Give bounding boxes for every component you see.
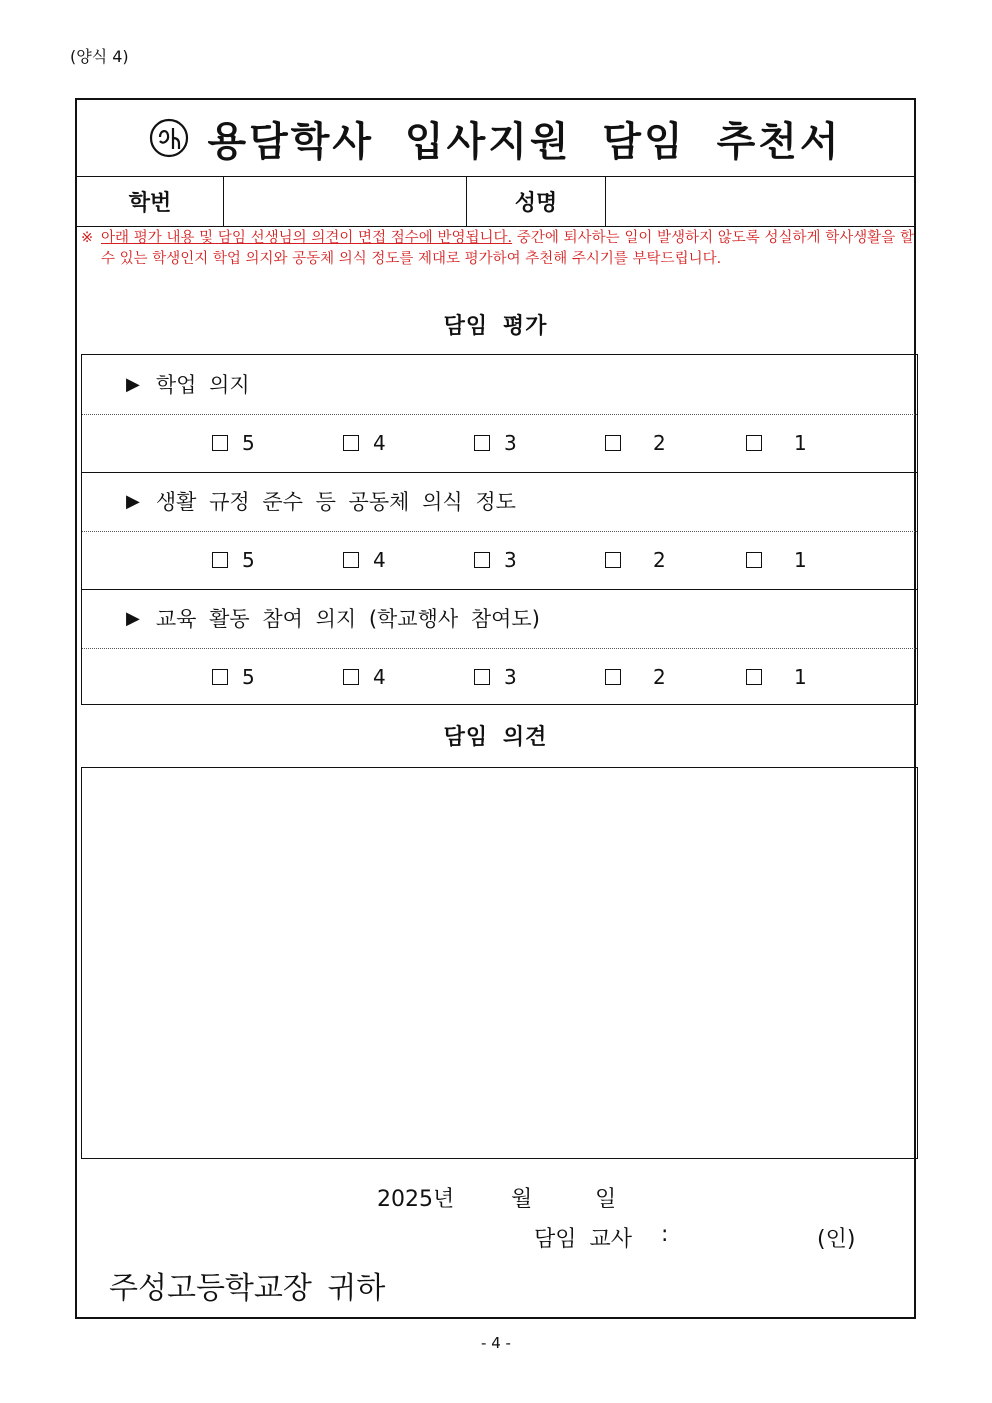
date-month: 월 xyxy=(511,1187,533,1212)
score-option[interactable] xyxy=(212,414,255,472)
criterion-label: 교육 활동 참여 의지 (학교행사 참여도) xyxy=(155,607,540,631)
form-label: (양식 4) xyxy=(70,47,129,66)
checkbox-icon[interactable] xyxy=(212,669,228,685)
school-emblem-icon xyxy=(149,118,189,158)
score-option[interactable] xyxy=(605,531,666,589)
score-label: 3 xyxy=(504,664,517,689)
score-label: 1 xyxy=(794,430,807,455)
score-option[interactable] xyxy=(474,531,517,589)
score-option[interactable] xyxy=(746,414,807,472)
page-number: - 4 - xyxy=(481,1334,511,1352)
score-label: 4 xyxy=(373,430,386,455)
checkbox-icon[interactable] xyxy=(343,669,359,685)
checkbox-icon[interactable] xyxy=(746,552,762,568)
checkbox-icon[interactable] xyxy=(474,435,490,451)
seal-mark: (인) xyxy=(817,1227,856,1252)
student-id-field[interactable] xyxy=(224,176,467,226)
checkbox-icon[interactable] xyxy=(343,435,359,451)
evaluation-heading: 담임 평가 xyxy=(443,314,548,339)
notice-mark: ※ xyxy=(81,230,94,246)
checkbox-icon[interactable] xyxy=(474,669,490,685)
score-option[interactable] xyxy=(212,531,255,589)
score-option[interactable] xyxy=(212,648,255,706)
score-options xyxy=(82,414,917,472)
checkbox-icon[interactable] xyxy=(343,552,359,568)
score-option[interactable] xyxy=(343,648,386,706)
score-option[interactable] xyxy=(746,648,807,706)
date-day: 일 xyxy=(595,1187,617,1212)
score-option[interactable] xyxy=(605,648,666,706)
triangle-right-icon: ▶ xyxy=(126,607,140,629)
criterion-row xyxy=(82,355,917,413)
checkbox-icon[interactable] xyxy=(605,435,621,451)
checkbox-icon[interactable] xyxy=(605,552,621,568)
checkbox-icon[interactable] xyxy=(474,552,490,568)
addressee: 주성고등학교장 귀하 xyxy=(109,1271,386,1306)
score-label: 5 xyxy=(242,547,255,572)
teacher-label: 담임 교사 xyxy=(534,1227,633,1252)
evaluation-table xyxy=(81,354,918,705)
criterion-row xyxy=(82,589,917,647)
score-label: 3 xyxy=(504,430,517,455)
score-option[interactable] xyxy=(474,414,517,472)
score-options xyxy=(82,648,917,706)
score-label: 4 xyxy=(373,664,386,689)
criterion-label: 학업 의지 xyxy=(155,373,250,397)
score-label: 1 xyxy=(794,547,807,572)
triangle-right-icon: ▶ xyxy=(126,373,140,395)
notice-rest: 중간에 퇴사하는 일이 발생하지 않도록 성실하게 학사생활을 할 수 있는 학생인지 학업 의지와 공동체 의식 정도를 제대로 평가하여 추천해 주시기를 부탁드립니다. xyxy=(101,230,914,267)
notice-text xyxy=(101,228,914,270)
criterion-row xyxy=(82,472,917,530)
score-label: 3 xyxy=(504,547,517,572)
checkbox-icon[interactable] xyxy=(212,552,228,568)
score-label: 5 xyxy=(242,430,255,455)
criterion-label: 생활 규정 준수 등 공동체 의식 정도 xyxy=(155,490,516,514)
score-option[interactable] xyxy=(343,531,386,589)
checkbox-icon[interactable] xyxy=(746,435,762,451)
score-label: 2 xyxy=(653,664,666,689)
score-label: 1 xyxy=(794,664,807,689)
opinion-textarea[interactable] xyxy=(81,767,918,1159)
page-title: 용담학사 입사지원 담임 추천서 xyxy=(207,118,842,165)
notice xyxy=(81,228,914,270)
opinion-heading: 담임 의견 xyxy=(443,725,548,750)
checkbox-icon[interactable] xyxy=(212,435,228,451)
score-option[interactable] xyxy=(746,531,807,589)
title-row xyxy=(77,100,914,177)
notice-underlined: 아래 평가 내용 및 담임 선생님의 의견이 면접 점수에 반영됩니다. xyxy=(101,230,513,246)
score-option[interactable] xyxy=(605,414,666,472)
student-info-row xyxy=(77,176,914,227)
score-label: 4 xyxy=(373,547,386,572)
date-year: 2025년 xyxy=(377,1187,455,1212)
score-option[interactable] xyxy=(474,648,517,706)
name-label: 성명 xyxy=(467,176,606,226)
score-label: 2 xyxy=(653,430,666,455)
score-option[interactable] xyxy=(343,414,386,472)
student-id-label: 학번 xyxy=(77,176,224,226)
checkbox-icon[interactable] xyxy=(746,669,762,685)
score-label: 5 xyxy=(242,664,255,689)
name-field[interactable] xyxy=(606,176,916,226)
score-label: 2 xyxy=(653,547,666,572)
teacher-colon: : xyxy=(661,1222,669,1247)
recommendation-form xyxy=(75,98,916,1319)
score-options xyxy=(82,531,917,589)
checkbox-icon[interactable] xyxy=(605,669,621,685)
triangle-right-icon: ▶ xyxy=(126,490,140,512)
